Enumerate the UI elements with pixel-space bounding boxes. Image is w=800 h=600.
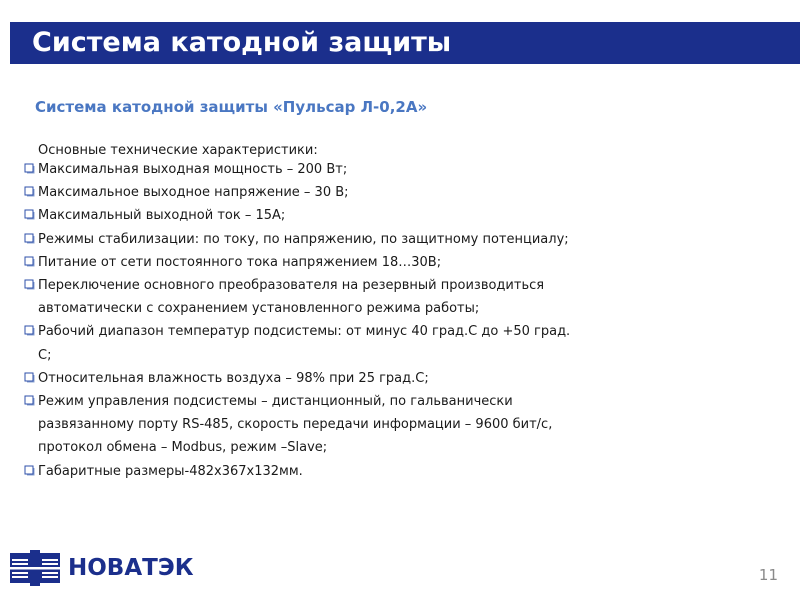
checkbox-icon xyxy=(24,372,35,383)
bullet-text: автоматически с сохранением установленного режима работы; xyxy=(38,301,480,317)
bullet-text: Максимальное выходное напряжение – 30 В; xyxy=(38,185,349,201)
checkbox-icon xyxy=(24,279,35,290)
checkbox-icon xyxy=(24,256,35,267)
bullet-item xyxy=(24,251,764,274)
bullet-list xyxy=(24,158,764,483)
page-number: 11 xyxy=(758,566,778,584)
bullet-item-continuation xyxy=(24,344,764,367)
bullet-item-continuation xyxy=(24,297,764,320)
bullet-item-continuation xyxy=(24,413,764,436)
bullet-item xyxy=(24,460,764,483)
checkbox-icon xyxy=(24,186,35,197)
bullet-text: Максимальная выходная мощность – 200 Вт; xyxy=(38,162,348,177)
bullet-text: протокол обмена – Modbus, режим –Slave; xyxy=(38,440,328,456)
bullet-text: развязанному порту RS-485, скорость передачи информации – 9600 бит/с, xyxy=(38,417,553,433)
section-heading: Основные технические характеристики: xyxy=(38,143,318,158)
checkbox-icon xyxy=(24,209,35,220)
bullet-text: Режим управления подсистемы – дистанционный, по гальванически xyxy=(38,394,513,410)
novatek-logo-mark-icon xyxy=(10,550,60,586)
bullet-text: Режимы стабилизации: по току, по напряжению, по защитному потенциалу; xyxy=(38,231,569,247)
bullet-item xyxy=(24,390,764,413)
bullet-item xyxy=(24,320,764,343)
checkbox-icon xyxy=(24,163,35,174)
bullet-item xyxy=(24,367,764,390)
bullet-item xyxy=(24,204,764,227)
slide-title: Система катодной защиты xyxy=(32,27,452,58)
bullet-item xyxy=(24,228,764,251)
checkbox-icon xyxy=(24,465,35,476)
bullet-text: Переключение основного преобразователя на резервный производиться xyxy=(38,278,545,294)
bullet-text: Максимальный выходной ток – 15А; xyxy=(38,208,286,224)
bullet-text: Питание от сети постоянного тока напряжением 18…30В; xyxy=(38,254,442,270)
bullet-text: С; xyxy=(38,347,52,363)
bullet-item xyxy=(24,274,764,297)
checkbox-icon xyxy=(24,325,35,336)
logo-wordmark: НОВАТЭК xyxy=(68,555,194,581)
slide-subtitle: Система катодной защиты «Пульсар Л-0,2А» xyxy=(35,98,428,116)
company-logo xyxy=(10,550,200,586)
checkbox-icon xyxy=(24,395,35,406)
title-bar xyxy=(10,22,800,64)
bullet-text: Относительная влажность воздуха – 98% при 25 град.С; xyxy=(38,370,429,386)
bullet-item xyxy=(24,158,764,181)
bullet-item-continuation xyxy=(24,436,764,459)
bullet-item xyxy=(24,181,764,204)
checkbox-icon xyxy=(24,233,35,244)
bullet-text: Рабочий диапазон температур подсистемы: от минус 40 град.С до +50 град. xyxy=(38,324,571,340)
bullet-text: Габаритные размеры-482х367х132мм. xyxy=(38,463,303,479)
